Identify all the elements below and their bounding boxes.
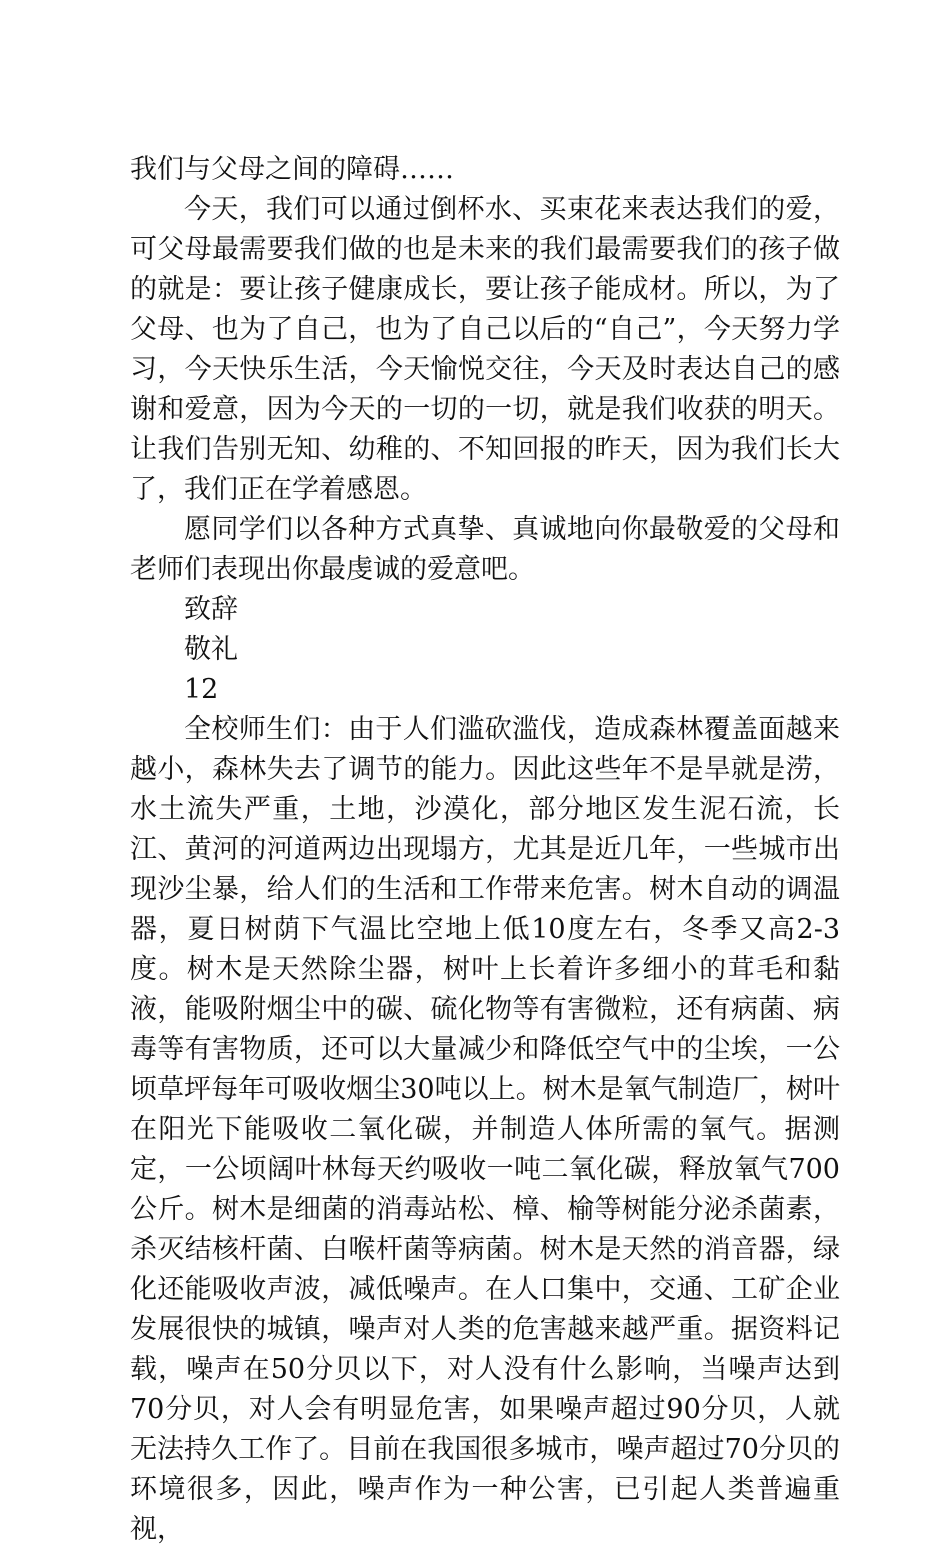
paragraph-closing-line: 我们与父母之间的障碍…… (130, 154, 454, 185)
paragraph-salute: 敬礼 (184, 634, 238, 665)
paragraph-wish: 愿同学们以各种方式真挚、真诚地向你最敬爱的父母和老师们表现出你最虔诚的爱意吧。 (130, 514, 840, 585)
paragraph-tree-speech: 全校师生们：由于人们滥砍滥伐，造成森林覆盖面越来越小，森林失去了调节的能力。因此这些年不是旱就是涝，水土流失严重，土地，沙漠化，部分地区发生泥石流，长江、黄河的河道两边出现塌方，尤其是近几年，一些城市出现沙尘暴，给人们的生活和工作带来危害。树木自动的调温器，夏日树荫下气温比空地上低10度左右，冬季又高2-3度。树木是天然除尘器，树叶上长着许多细小的茸毛和黏液，能吸附烟尘中的碳、硫化物等有害微粒，还有病菌、病毒等有害物质，还可以大量减少和降低空气中的尘埃，一公顷草坪每年可吸收烟尘30吨以上。树木是氧气制造厂，树叶在阳光下能吸收二氧化碳，并制造人体所需的氧气。据测定，一公顷阔叶林每天约吸收一吨二氧化碳，释放氧气700公斤。树木是细菌的消毒站松、樟、榆等树能分泌杀菌素，杀灭结核杆菌、白喉杆菌等病菌。树木是天然的消音器，绿化还能吸收声波，减低噪声。在人口集中，交通、工矿企业发展很快的城镇，噪声对人类的危害越来越严重。据资料记载，噪声在50分贝以下，对人没有什么影响，当噪声达到70分贝，对人会有明显危害，如果噪声超过90分贝，人就无法持久工作了。目前在我国很多城市，噪声超过70分贝的环境很多，因此，噪声作为一种公害，已引起人类普遍重视， (130, 714, 840, 1545)
paragraph-speech-label: 致辞 (184, 594, 238, 625)
paragraph-gratitude: 今天，我们可以通过倒杯水、买束花来表达我们的爱，可父母最需要我们做的也是未来的我们最需要我们的孩子做的就是：要让孩子健康成长，要让孩子能成材。所以，为了父母、也为了自己，也为了自己以后的“自己”，今天努力学习，今天快乐生活，今天愉悦交往，今天及时表达自己的感谢和爱意，因为今天的一切的一切，就是我们收获的明天。让我们告别无知、幼稚的、不知回报的昨天，因为我们长大了，我们正在学着感恩。 (130, 194, 840, 505)
paragraph-number: 12 (184, 674, 219, 705)
document-page (130, 150, 840, 1550)
